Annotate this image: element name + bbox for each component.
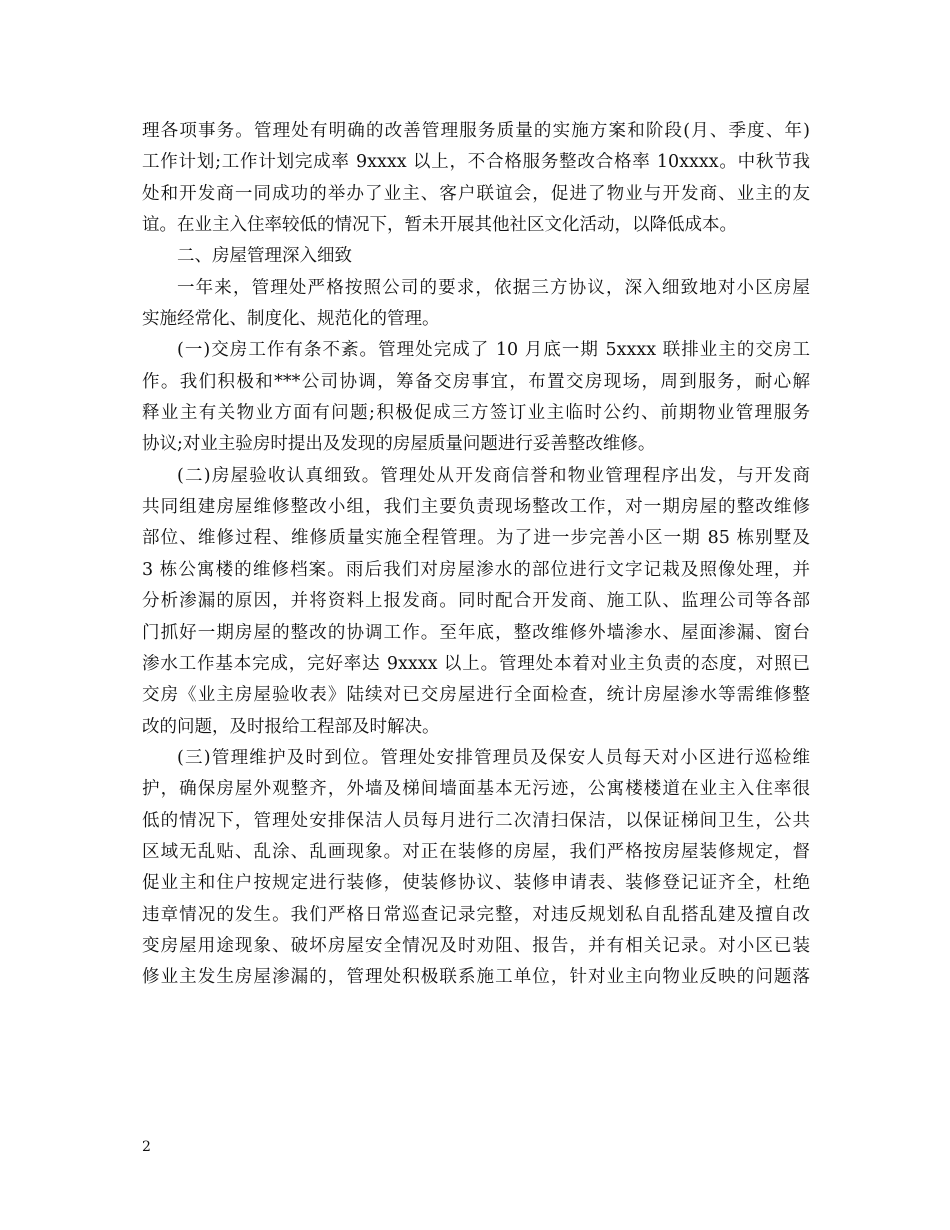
text-line: 促业主和住户按规定进行装修，使装修协议、装修申请表、装修登记证齐全，杜绝 — [142, 873, 810, 894]
text-line: 部位、维修过程、维修质量实施全程管理。为了进一步完善小区一期 85 栋别墅及 — [142, 528, 810, 549]
text-line: 门抓好一期房屋的整改的协调工作。至年底，整改维修外墙渗水、屋面渗漏、窗台 — [142, 622, 810, 643]
section-heading: 二、房屋管理深入细致 — [177, 246, 352, 267]
text-line: 分析渗漏的原因，并将资料上报发商。同时配合开发商、施工队、监理公司等各部 — [142, 591, 810, 612]
text-line: 改的问题，及时报给工程部及时解决。 — [142, 716, 440, 737]
text-line: 共同组建房屋维修整改小组，我们主要负责现场整改工作，对一期房屋的整改维修 — [142, 497, 810, 518]
text-line: 渗水工作基本完成，完好率达 9xxxx 以上。管理处本着对业主负责的态度，对照已 — [142, 653, 810, 674]
text-line: 交房《业主房屋验收表》陆续对已交房屋进行全面检查，统计房屋渗水等需维修整 — [142, 685, 810, 706]
text-line: 理各项事务。管理处有明确的改善管理服务质量的实施方案和阶段(月、季度、年) — [142, 121, 810, 141]
text-line: (三)管理维护及时到位。管理处安排管理员及保安人员每天对小区进行巡检维 — [177, 747, 810, 768]
text-line: 区域无乱贴、乱涂、乱画现象。对正在装修的房屋，我们严格按房屋装修规定，督 — [142, 841, 810, 862]
text-line: (二)房屋验收认真细致。管理处从开发商信誉和物业管理程序出发，与开发商 — [177, 465, 810, 486]
text-line: 护，确保房屋外观整齐，外墙及梯间墙面基本无污迹，公寓楼楼道在业主入住率很 — [142, 779, 810, 800]
text-line: 低的情况下，管理处安排保洁人员每月进行二次清扫保洁，以保证梯间卫生，公共 — [142, 810, 810, 831]
text-line: 实施经常化、制度化、规范化的管理。 — [142, 309, 440, 330]
text-line: 处和开发商一同成功的举办了业主、客户联谊会，促进了物业与开发商、业主的友 — [142, 183, 810, 204]
document-body — [142, 116, 810, 994]
text-line: 违章情况的发生。我们严格日常巡查记录完整，对违反规划私自乱搭乱建及擅自改 — [142, 904, 810, 925]
page-number: 2 — [142, 1139, 151, 1155]
text-line: 3 栋公寓楼的维修档案。雨后我们对房屋渗水的部位进行文字记栽及照像处理，并 — [142, 559, 810, 580]
text-line: 释业主有关物业方面有问题;积极促成三方签订业主临时公约、前期物业管理服务 — [142, 403, 810, 424]
text-line: (一)交房工作有条不紊。管理处完成了 10 月底一期 5xxxx 联排业主的交房工 — [177, 340, 810, 361]
text-line: 修业主发生房屋渗漏的，管理处积极联系施工单位，针对业主向物业反映的问题落 — [142, 967, 810, 988]
text-line: 一年来，管理处严格按照公司的要求，依据三方协议，深入细致地对小区房屋 — [177, 277, 810, 298]
text-line: 协议;对业主验房时提出及发现的房屋质量问题进行妥善整改维修。 — [142, 434, 656, 455]
text-line: 工作计划;工作计划完成率 9xxxx 以上，不合格服务整改合格率 10xxxx。中秋节我 — [142, 152, 810, 173]
text-line: 谊。在业主入住率较低的情况下，暂未开展其他社区文化活动，以降低成本。 — [142, 215, 737, 236]
text-line: 变房屋用途现象、破坏房屋安全情况及时劝阻、报告，并有相关记录。对小区已装 — [142, 935, 810, 956]
text-line: 作。我们积极和***公司协调，筹备交房事宜，布置交房现场，周到服务，耐心解 — [142, 371, 810, 392]
